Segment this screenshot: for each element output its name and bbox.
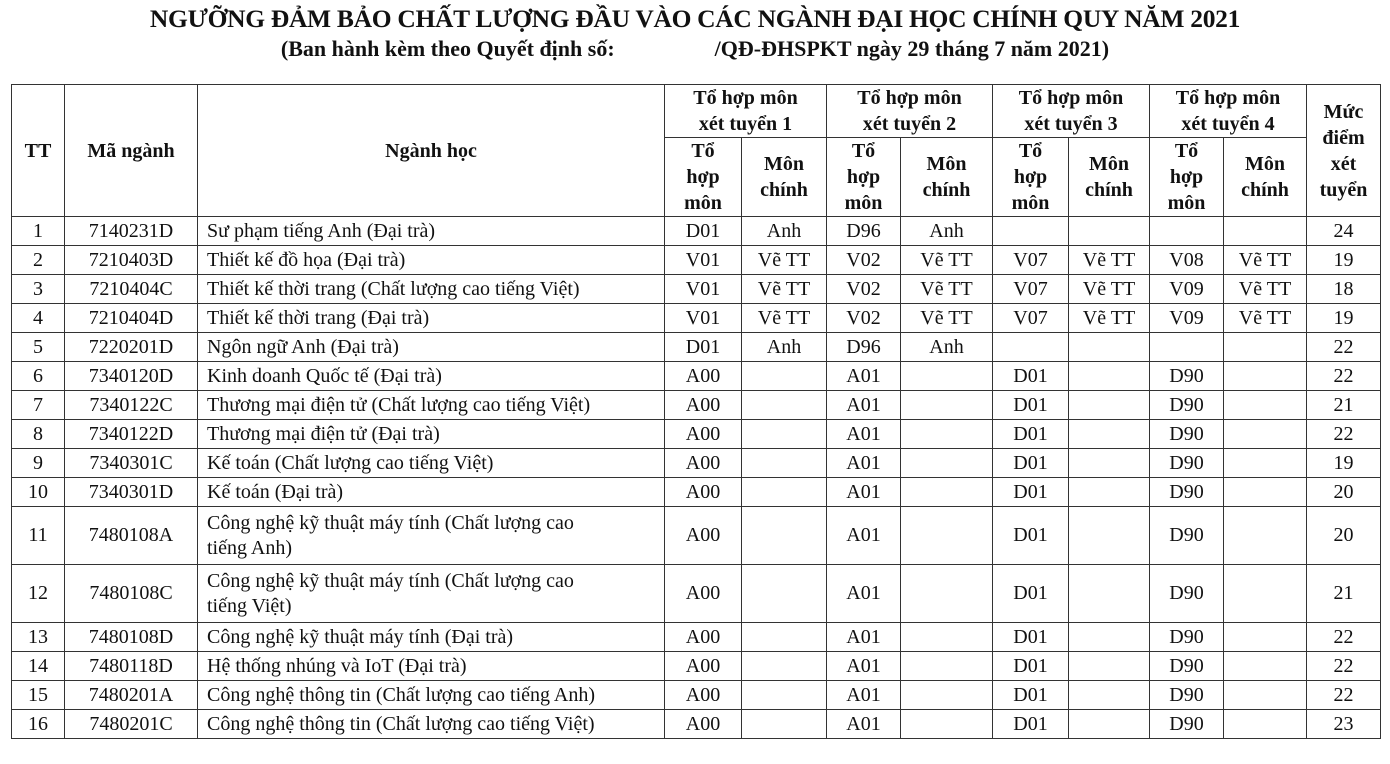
cell-nganh-hoc: Công nghệ kỹ thuật máy tính (Đại trà) bbox=[198, 623, 665, 652]
cell-to-hop-3: V07 bbox=[993, 275, 1069, 304]
cell-mon-chinh-4: Vẽ TT bbox=[1224, 275, 1307, 304]
cell-mon-chinh-1: Vẽ TT bbox=[742, 275, 827, 304]
cell-ma-nganh: 7480201A bbox=[65, 681, 198, 710]
cell-mon-chinh-4 bbox=[1224, 681, 1307, 710]
cell-nganh-hoc: Thương mại điện tử (Chất lượng cao tiếng Việt) bbox=[198, 391, 665, 420]
cell-ma-nganh: 7140231D bbox=[65, 217, 198, 246]
cell-tt: 2 bbox=[12, 246, 65, 275]
cell-mon-chinh-3 bbox=[1069, 507, 1150, 565]
cell-nganh-hoc: Thiết kế thời trang (Đại trà) bbox=[198, 304, 665, 333]
cell-mon-chinh-3 bbox=[1069, 652, 1150, 681]
cell-to-hop-2: D96 bbox=[827, 217, 901, 246]
cell-to-hop-1: A00 bbox=[665, 478, 742, 507]
cell-to-hop-4: D90 bbox=[1150, 478, 1224, 507]
cell-ma-nganh: 7340122C bbox=[65, 391, 198, 420]
cell-to-hop-2: A01 bbox=[827, 391, 901, 420]
cell-nganh-hoc: Kinh doanh Quốc tế (Đại trà) bbox=[198, 362, 665, 391]
table-row bbox=[12, 391, 1381, 420]
cell-to-hop-2: A01 bbox=[827, 710, 901, 739]
cell-mon-chinh-1 bbox=[742, 391, 827, 420]
cell-mon-chinh-3 bbox=[1069, 449, 1150, 478]
cell-tt: 10 bbox=[12, 478, 65, 507]
cell-to-hop-2: A01 bbox=[827, 652, 901, 681]
subheader-to-hop-4: Tổ hợp môn bbox=[1150, 138, 1224, 217]
cell-to-hop-4: D90 bbox=[1150, 391, 1224, 420]
cell-ma-nganh: 7340122D bbox=[65, 420, 198, 449]
cell-mon-chinh-4 bbox=[1224, 217, 1307, 246]
cell-tt: 4 bbox=[12, 304, 65, 333]
cell-mon-chinh-3 bbox=[1069, 420, 1150, 449]
cell-mon-chinh-3 bbox=[1069, 623, 1150, 652]
cell-to-hop-1: A00 bbox=[665, 623, 742, 652]
cell-ma-nganh: 7340301C bbox=[65, 449, 198, 478]
subheader-mon-chinh-3: Môn chính bbox=[1069, 138, 1150, 217]
cell-muc-diem: 22 bbox=[1307, 652, 1381, 681]
cell-nganh-hoc: Công nghệ kỹ thuật máy tính (Chất lượng cao tiếng Anh) bbox=[198, 507, 665, 565]
table-row bbox=[12, 507, 1381, 565]
cell-mon-chinh-1 bbox=[742, 420, 827, 449]
cell-to-hop-4: D90 bbox=[1150, 449, 1224, 478]
cell-mon-chinh-2 bbox=[901, 565, 993, 623]
cell-to-hop-4: D90 bbox=[1150, 623, 1224, 652]
cell-to-hop-3: V07 bbox=[993, 246, 1069, 275]
table-row bbox=[12, 333, 1381, 362]
cell-to-hop-3: D01 bbox=[993, 420, 1069, 449]
cell-to-hop-2: V02 bbox=[827, 275, 901, 304]
cell-to-hop-2: A01 bbox=[827, 681, 901, 710]
cell-muc-diem: 19 bbox=[1307, 304, 1381, 333]
cell-tt: 1 bbox=[12, 217, 65, 246]
cell-ma-nganh: 7480118D bbox=[65, 652, 198, 681]
cell-ma-nganh: 7340120D bbox=[65, 362, 198, 391]
cell-mon-chinh-2 bbox=[901, 362, 993, 391]
header-group-3: Tổ hợp môn xét tuyển 3 bbox=[993, 85, 1150, 138]
subheader-mon-chinh-2: Môn chính bbox=[901, 138, 993, 217]
cell-to-hop-2: V02 bbox=[827, 304, 901, 333]
cell-to-hop-1: V01 bbox=[665, 275, 742, 304]
cell-tt: 16 bbox=[12, 710, 65, 739]
cell-to-hop-4: V09 bbox=[1150, 275, 1224, 304]
cell-muc-diem: 19 bbox=[1307, 246, 1381, 275]
cell-nganh-hoc: Ngôn ngữ Anh (Đại trà) bbox=[198, 333, 665, 362]
cell-mon-chinh-3 bbox=[1069, 362, 1150, 391]
cell-to-hop-3 bbox=[993, 217, 1069, 246]
table-row bbox=[12, 652, 1381, 681]
cell-to-hop-2: A01 bbox=[827, 420, 901, 449]
cell-to-hop-1: V01 bbox=[665, 246, 742, 275]
header-group-1: Tổ hợp môn xét tuyển 1 bbox=[665, 85, 827, 138]
cell-muc-diem: 19 bbox=[1307, 449, 1381, 478]
cell-to-hop-1: A00 bbox=[665, 420, 742, 449]
cell-mon-chinh-2 bbox=[901, 710, 993, 739]
cell-mon-chinh-4 bbox=[1224, 420, 1307, 449]
cell-mon-chinh-2 bbox=[901, 623, 993, 652]
cell-muc-diem: 22 bbox=[1307, 681, 1381, 710]
cell-ma-nganh: 7480201C bbox=[65, 710, 198, 739]
cell-to-hop-3: D01 bbox=[993, 710, 1069, 739]
table-row bbox=[12, 362, 1381, 391]
cell-mon-chinh-4 bbox=[1224, 391, 1307, 420]
cell-mon-chinh-2 bbox=[901, 420, 993, 449]
cell-mon-chinh-4 bbox=[1224, 333, 1307, 362]
cell-mon-chinh-2: Vẽ TT bbox=[901, 275, 993, 304]
cell-to-hop-1: A00 bbox=[665, 565, 742, 623]
cell-mon-chinh-1 bbox=[742, 507, 827, 565]
cell-mon-chinh-3 bbox=[1069, 681, 1150, 710]
cell-mon-chinh-4 bbox=[1224, 449, 1307, 478]
cell-muc-diem: 24 bbox=[1307, 217, 1381, 246]
cell-tt: 15 bbox=[12, 681, 65, 710]
cell-nganh-hoc: Sư phạm tiếng Anh (Đại trà) bbox=[198, 217, 665, 246]
header-nganh-hoc: Ngành học bbox=[198, 85, 665, 217]
cell-to-hop-2: A01 bbox=[827, 623, 901, 652]
cell-tt: 14 bbox=[12, 652, 65, 681]
cell-mon-chinh-3: Vẽ TT bbox=[1069, 275, 1150, 304]
cell-mon-chinh-4 bbox=[1224, 507, 1307, 565]
cell-to-hop-2: D96 bbox=[827, 333, 901, 362]
table-row bbox=[12, 420, 1381, 449]
subtitle-suffix: /QĐ-ĐHSPKT ngày 29 tháng 7 năm 2021) bbox=[714, 36, 1110, 61]
subheader-mon-chinh-1: Môn chính bbox=[742, 138, 827, 217]
cell-mon-chinh-4 bbox=[1224, 362, 1307, 391]
cell-ma-nganh: 7480108A bbox=[65, 507, 198, 565]
cell-nganh-hoc: Hệ thống nhúng và IoT (Đại trà) bbox=[198, 652, 665, 681]
table-row bbox=[12, 565, 1381, 623]
cell-to-hop-4: D90 bbox=[1150, 420, 1224, 449]
cell-nganh-hoc: Kế toán (Đại trà) bbox=[198, 478, 665, 507]
cell-to-hop-2: A01 bbox=[827, 362, 901, 391]
cell-nganh-hoc: Kế toán (Chất lượng cao tiếng Việt) bbox=[198, 449, 665, 478]
cell-mon-chinh-4 bbox=[1224, 565, 1307, 623]
cell-ma-nganh: 7210404D bbox=[65, 304, 198, 333]
cell-mon-chinh-1: Vẽ TT bbox=[742, 304, 827, 333]
cell-nganh-hoc: Thiết kế đồ họa (Đại trà) bbox=[198, 246, 665, 275]
admission-threshold-table bbox=[11, 84, 1381, 739]
cell-mon-chinh-1: Vẽ TT bbox=[742, 246, 827, 275]
cell-to-hop-1: A00 bbox=[665, 710, 742, 739]
cell-mon-chinh-4: Vẽ TT bbox=[1224, 246, 1307, 275]
cell-mon-chinh-3 bbox=[1069, 478, 1150, 507]
cell-to-hop-3: V07 bbox=[993, 304, 1069, 333]
cell-muc-diem: 20 bbox=[1307, 478, 1381, 507]
cell-tt: 12 bbox=[12, 565, 65, 623]
cell-mon-chinh-3 bbox=[1069, 710, 1150, 739]
cell-mon-chinh-2: Vẽ TT bbox=[901, 246, 993, 275]
cell-to-hop-4: D90 bbox=[1150, 507, 1224, 565]
cell-to-hop-4: D90 bbox=[1150, 565, 1224, 623]
cell-to-hop-3: D01 bbox=[993, 362, 1069, 391]
cell-mon-chinh-2 bbox=[901, 681, 993, 710]
cell-mon-chinh-2 bbox=[901, 478, 993, 507]
cell-tt: 3 bbox=[12, 275, 65, 304]
cell-tt: 8 bbox=[12, 420, 65, 449]
header-tt: TT bbox=[12, 85, 65, 217]
cell-to-hop-3: D01 bbox=[993, 391, 1069, 420]
cell-to-hop-4: V09 bbox=[1150, 304, 1224, 333]
cell-mon-chinh-2: Anh bbox=[901, 333, 993, 362]
cell-mon-chinh-1: Anh bbox=[742, 217, 827, 246]
cell-muc-diem: 22 bbox=[1307, 420, 1381, 449]
cell-mon-chinh-2 bbox=[901, 652, 993, 681]
cell-tt: 7 bbox=[12, 391, 65, 420]
cell-mon-chinh-1 bbox=[742, 681, 827, 710]
cell-muc-diem: 20 bbox=[1307, 507, 1381, 565]
cell-ma-nganh: 7220201D bbox=[65, 333, 198, 362]
cell-to-hop-1: D01 bbox=[665, 333, 742, 362]
cell-mon-chinh-2 bbox=[901, 449, 993, 478]
cell-to-hop-2: A01 bbox=[827, 507, 901, 565]
cell-mon-chinh-4 bbox=[1224, 478, 1307, 507]
cell-to-hop-4: D90 bbox=[1150, 362, 1224, 391]
cell-mon-chinh-2 bbox=[901, 391, 993, 420]
cell-muc-diem: 23 bbox=[1307, 710, 1381, 739]
cell-mon-chinh-1 bbox=[742, 362, 827, 391]
cell-mon-chinh-3: Vẽ TT bbox=[1069, 246, 1150, 275]
cell-ma-nganh: 7210403D bbox=[65, 246, 198, 275]
cell-mon-chinh-4 bbox=[1224, 652, 1307, 681]
cell-to-hop-3 bbox=[993, 333, 1069, 362]
cell-ma-nganh: 7480108C bbox=[65, 565, 198, 623]
cell-to-hop-4 bbox=[1150, 333, 1224, 362]
cell-mon-chinh-2: Vẽ TT bbox=[901, 304, 993, 333]
cell-to-hop-2: V02 bbox=[827, 246, 901, 275]
cell-mon-chinh-2 bbox=[901, 507, 993, 565]
document-title: NGƯỠNG ĐẢM BẢO CHẤT LƯỢNG ĐẦU VÀO CÁC NGÀNH ĐẠI HỌC CHÍNH QUY NĂM 2021 bbox=[149, 4, 1241, 33]
cell-muc-diem: 22 bbox=[1307, 623, 1381, 652]
cell-mon-chinh-1 bbox=[742, 565, 827, 623]
cell-to-hop-4: D90 bbox=[1150, 710, 1224, 739]
cell-tt: 6 bbox=[12, 362, 65, 391]
cell-to-hop-4: D90 bbox=[1150, 681, 1224, 710]
cell-to-hop-2: A01 bbox=[827, 478, 901, 507]
table-row bbox=[12, 710, 1381, 739]
table-row bbox=[12, 681, 1381, 710]
table-row bbox=[12, 478, 1381, 507]
cell-mon-chinh-4 bbox=[1224, 710, 1307, 739]
header-ma-nganh: Mã ngành bbox=[65, 85, 198, 217]
cell-to-hop-1: A00 bbox=[665, 391, 742, 420]
cell-to-hop-3: D01 bbox=[993, 652, 1069, 681]
subtitle-prefix: (Ban hành kèm theo Quyết định số: bbox=[280, 36, 615, 61]
cell-muc-diem: 21 bbox=[1307, 391, 1381, 420]
header-group-2: Tổ hợp môn xét tuyển 2 bbox=[827, 85, 993, 138]
cell-mon-chinh-1: Anh bbox=[742, 333, 827, 362]
cell-ma-nganh: 7210404C bbox=[65, 275, 198, 304]
table-body bbox=[12, 217, 1381, 739]
cell-nganh-hoc: Thương mại điện tử (Đại trà) bbox=[198, 420, 665, 449]
header-muc-diem: Mức điểm xét tuyển bbox=[1307, 85, 1381, 217]
cell-muc-diem: 22 bbox=[1307, 333, 1381, 362]
cell-muc-diem: 18 bbox=[1307, 275, 1381, 304]
cell-nganh-hoc: Công nghệ kỹ thuật máy tính (Chất lượng cao tiếng Việt) bbox=[198, 565, 665, 623]
cell-to-hop-2: A01 bbox=[827, 449, 901, 478]
document-subtitle bbox=[0, 35, 1390, 63]
table-row bbox=[12, 304, 1381, 333]
cell-to-hop-1: A00 bbox=[665, 681, 742, 710]
subheader-mon-chinh-4: Môn chính bbox=[1224, 138, 1307, 217]
table-row bbox=[12, 275, 1381, 304]
subheader-to-hop-2: Tổ hợp môn bbox=[827, 138, 901, 217]
cell-to-hop-1: A00 bbox=[665, 449, 742, 478]
cell-to-hop-4 bbox=[1150, 217, 1224, 246]
cell-nganh-hoc: Công nghệ thông tin (Chất lượng cao tiếng Việt) bbox=[198, 710, 665, 739]
cell-to-hop-3: D01 bbox=[993, 681, 1069, 710]
cell-mon-chinh-1 bbox=[742, 449, 827, 478]
cell-to-hop-1: V01 bbox=[665, 304, 742, 333]
subheader-to-hop-3: Tổ hợp môn bbox=[993, 138, 1069, 217]
cell-mon-chinh-3 bbox=[1069, 391, 1150, 420]
cell-ma-nganh: 7480108D bbox=[65, 623, 198, 652]
cell-to-hop-1: A00 bbox=[665, 652, 742, 681]
cell-mon-chinh-1 bbox=[742, 478, 827, 507]
header-group-4: Tổ hợp môn xét tuyển 4 bbox=[1150, 85, 1307, 138]
cell-tt: 13 bbox=[12, 623, 65, 652]
cell-mon-chinh-1 bbox=[742, 623, 827, 652]
table-row bbox=[12, 623, 1381, 652]
cell-to-hop-3: D01 bbox=[993, 565, 1069, 623]
cell-muc-diem: 21 bbox=[1307, 565, 1381, 623]
cell-to-hop-1: A00 bbox=[665, 507, 742, 565]
cell-tt: 11 bbox=[12, 507, 65, 565]
cell-mon-chinh-3 bbox=[1069, 333, 1150, 362]
table-row bbox=[12, 246, 1381, 275]
cell-to-hop-1: D01 bbox=[665, 217, 742, 246]
cell-mon-chinh-3: Vẽ TT bbox=[1069, 304, 1150, 333]
cell-tt: 5 bbox=[12, 333, 65, 362]
cell-mon-chinh-1 bbox=[742, 652, 827, 681]
cell-tt: 9 bbox=[12, 449, 65, 478]
cell-mon-chinh-1 bbox=[742, 710, 827, 739]
cell-to-hop-2: A01 bbox=[827, 565, 901, 623]
cell-muc-diem: 22 bbox=[1307, 362, 1381, 391]
subheader-to-hop-1: Tổ hợp môn bbox=[665, 138, 742, 217]
cell-nganh-hoc: Thiết kế thời trang (Chất lượng cao tiếng Việt) bbox=[198, 275, 665, 304]
cell-to-hop-3: D01 bbox=[993, 623, 1069, 652]
cell-mon-chinh-3 bbox=[1069, 565, 1150, 623]
cell-to-hop-4: D90 bbox=[1150, 652, 1224, 681]
cell-nganh-hoc: Công nghệ thông tin (Chất lượng cao tiếng Anh) bbox=[198, 681, 665, 710]
cell-to-hop-3: D01 bbox=[993, 449, 1069, 478]
cell-ma-nganh: 7340301D bbox=[65, 478, 198, 507]
cell-mon-chinh-3 bbox=[1069, 217, 1150, 246]
cell-mon-chinh-4 bbox=[1224, 623, 1307, 652]
table-row bbox=[12, 449, 1381, 478]
cell-to-hop-1: A00 bbox=[665, 362, 742, 391]
cell-to-hop-3: D01 bbox=[993, 478, 1069, 507]
cell-to-hop-3: D01 bbox=[993, 507, 1069, 565]
cell-to-hop-4: V08 bbox=[1150, 246, 1224, 275]
cell-mon-chinh-4: Vẽ TT bbox=[1224, 304, 1307, 333]
cell-mon-chinh-2: Anh bbox=[901, 217, 993, 246]
table-row bbox=[12, 217, 1381, 246]
